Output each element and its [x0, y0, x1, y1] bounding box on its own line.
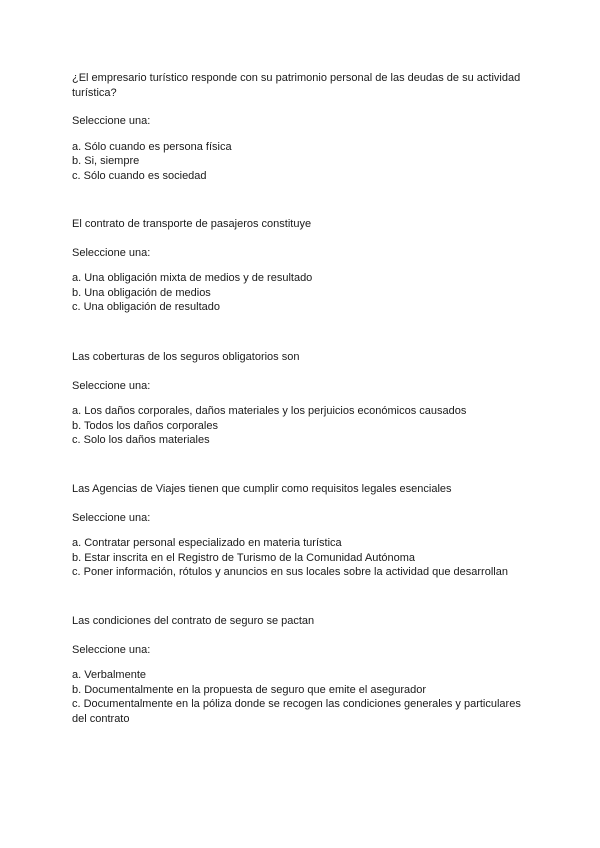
option-c: c. Poner información, rótulos y anuncios en sus locales sobre la actividad que desarrollan [72, 566, 508, 578]
option-c: c. Sólo cuando es sociedad [72, 169, 207, 182]
question-text: Las condiciones del contrato de seguro se pactan [72, 615, 315, 627]
question-1 [72, 71, 532, 183]
question-text: Las Agencias de Viajes tienen que cumplir como requisitos legales esenciales [72, 483, 452, 495]
option-b: b. Una obligación de medios [72, 286, 211, 299]
question-text: ¿El empresario turístico responde con su patrimonio personal de las deudas de su actividad turística? [72, 72, 521, 99]
option-c: c. Solo los daños materiales [72, 434, 210, 446]
question-text: Las coberturas de los seguros obligatorios son [72, 351, 300, 363]
option-b: b. Estar inscrita en el Registro de Turismo de la Comunidad Autónoma [72, 551, 416, 564]
question-5 [72, 614, 532, 726]
option-a: a. Verbalmente [72, 669, 146, 681]
option-c: c. Una obligación de resultado [72, 301, 220, 313]
question-4 [72, 482, 532, 580]
option-a: a. Sólo cuando es persona física [72, 140, 232, 153]
select-prompt: Seleccione una: [72, 246, 151, 259]
option-a: a. Una obligación mixta de medios y de resultado [72, 272, 313, 284]
select-prompt: Seleccione una: [72, 115, 151, 127]
option-b: b. Documentalmente en la propuesta de seguro que emite el asegurador [72, 683, 427, 696]
option-c: c. Documentalmente en la póliza donde se recogen las condiciones generales y particulares del contrato [72, 698, 521, 725]
question-2 [72, 217, 532, 315]
question-3 [72, 350, 532, 448]
select-prompt: Seleccione una: [72, 379, 151, 392]
option-b: b. Si, siempre [72, 155, 140, 167]
question-text: El contrato de transporte de pasajeros constituye [72, 218, 312, 230]
option-a: a. Los daños corporales, daños materiales y los perjuicios económicos causados [72, 405, 467, 417]
select-prompt: Seleccione una: [72, 643, 151, 656]
select-prompt: Seleccione una: [72, 511, 151, 524]
option-b: b. Todos los daños corporales [72, 419, 218, 432]
option-a: a. Contratar personal especializado en materia turística [72, 537, 342, 549]
